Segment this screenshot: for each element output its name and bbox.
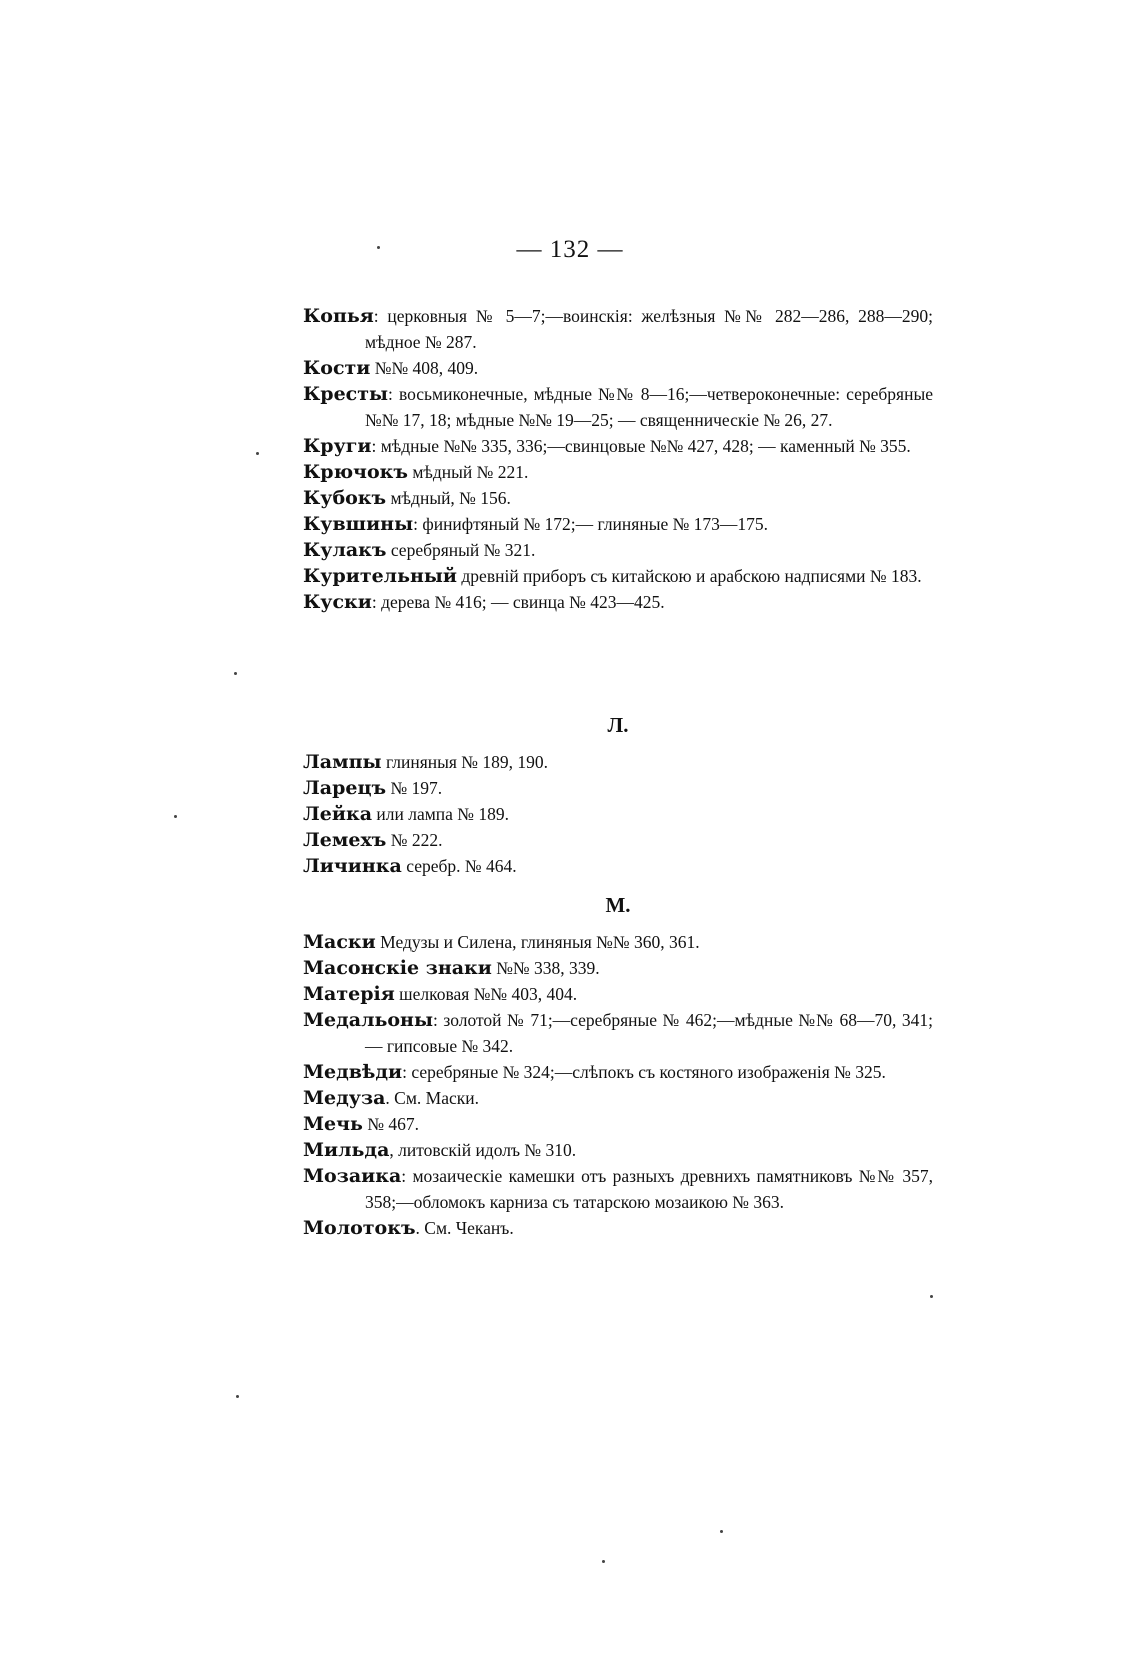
scan-speck <box>236 1395 239 1398</box>
entry-headword: Медвѣди <box>303 1061 403 1083</box>
entry-headword: Крючокъ <box>303 461 408 483</box>
section-letter-heading: Л. <box>607 713 629 737</box>
entry-text: древній приборъ съ китайскою и арабскою надписями № 183. <box>457 566 922 586</box>
entry-text: Медузы и Силена, глиняныя №№ 360, 361. <box>375 932 700 952</box>
page-number: — 132 — <box>516 236 624 263</box>
index-entry <box>303 381 933 433</box>
entry-text: серебряный № 321. <box>386 540 536 560</box>
scan-speck <box>602 1560 605 1563</box>
entry-headword: Мечь <box>303 1113 363 1135</box>
entry-text: шелковая №№ 403, 404. <box>394 984 578 1004</box>
entry-text: , литовскій идолъ № 310. <box>389 1140 577 1160</box>
entry-headword: Курительный <box>303 565 458 587</box>
entry-headword: Лейка <box>303 803 373 825</box>
entry-headword: Кувшины <box>303 513 414 535</box>
entry-text: : серебряные № 324;—слѣпокъ съ костяного изображенія № 325. <box>402 1062 886 1082</box>
index-entry <box>303 303 933 355</box>
entry-text: серебр. № 464. <box>401 856 517 876</box>
scan-speck <box>720 1530 723 1533</box>
index-entry <box>303 1111 933 1137</box>
entry-text: : дерева № 416; — свинца № 423—425. <box>371 592 665 612</box>
entry-headword: Копья <box>303 305 374 327</box>
entry-headword: Молотокъ <box>303 1217 416 1239</box>
entry-text: . См. Чеканъ. <box>415 1218 514 1238</box>
section-letter-heading: М. <box>605 893 631 917</box>
entry-headword: Масонскіе знаки <box>303 957 492 979</box>
entry-text: : восьмиконечные, мѣдные №№ 8—16;—четвероконечные: серебряные №№ 17, 18; мѣдные №№ 19—25; — священническіе № 26, 27. <box>365 384 933 430</box>
entry-list <box>303 303 933 615</box>
entry-headword: Матерія <box>303 983 395 1005</box>
entry-text: : золотой № 71;—серебряные № 462;—мѣдные №№ 68—70, 341; — гипсовые № 342. <box>365 1010 933 1056</box>
entry-headword: Ларецъ <box>303 777 387 799</box>
entry-text: глиняныя № 189, 190. <box>381 752 548 772</box>
entry-headword: Кости <box>303 357 371 379</box>
index-entry <box>303 1215 933 1241</box>
index-entry <box>303 775 933 801</box>
entry-headword: Медальоны <box>303 1009 434 1031</box>
index-entry <box>303 563 933 589</box>
scan-speck <box>256 452 259 455</box>
index-entry <box>303 801 933 827</box>
index-entry <box>303 511 933 537</box>
entry-headword: Мозаика <box>303 1165 402 1187</box>
index-entry <box>303 749 933 775</box>
entry-headword: Лемехъ <box>303 829 387 851</box>
scan-speck <box>234 672 237 675</box>
index-entry <box>303 355 933 381</box>
index-entry <box>303 1059 933 1085</box>
index-entry <box>303 459 933 485</box>
entry-text: № 222. <box>386 830 443 850</box>
scan-speck <box>377 246 380 249</box>
index-entry <box>303 955 933 981</box>
entry-text: №№ 338, 339. <box>491 958 600 978</box>
entry-headword: Лампы <box>303 751 382 773</box>
entry-headword: Маски <box>303 931 376 953</box>
index-entry <box>303 827 933 853</box>
index-entry <box>303 485 933 511</box>
entry-text: : мозаическіе камешки отъ разныхъ древнихъ памятниковъ №№ 357, 358;—обломокъ карниза съ татарскою мозаикою № 363. <box>365 1166 933 1212</box>
entry-text: № 467. <box>362 1114 420 1134</box>
entry-text: №№ 408, 409. <box>370 358 479 378</box>
entry-headword: Медуза <box>303 1087 386 1109</box>
entry-text: мѣдный, № 156. <box>386 488 511 508</box>
index-entry <box>303 537 933 563</box>
index-entry <box>303 1163 933 1215</box>
entry-text: или лампа № 189. <box>372 804 510 824</box>
entry-headword: Кресты <box>303 383 389 405</box>
entry-text: : церковныя № 5—7;—воинскія: желѣзныя №№ 282—286, 288—290; мѣдное № 287. <box>365 306 933 352</box>
entry-headword: Кубокъ <box>303 487 387 509</box>
scan-speck <box>930 1295 933 1298</box>
index-entry <box>303 1007 933 1059</box>
index-entry <box>303 589 933 615</box>
entry-list <box>303 929 933 1241</box>
entry-text: : финифтяный № 172;— глиняные № 173—175. <box>413 514 769 534</box>
index-entry <box>303 929 933 955</box>
entry-text: . См. Маски. <box>385 1088 479 1108</box>
entry-headword: Кулакъ <box>303 539 387 561</box>
entry-headword: Круги <box>303 435 372 457</box>
index-entry <box>303 853 933 879</box>
entry-text: : мѣдные №№ 335, 336;—свинцовые №№ 427, 428; — каменный № 355. <box>371 436 911 456</box>
scan-speck <box>174 815 177 818</box>
index-entry <box>303 981 933 1007</box>
entry-headword: Куски <box>303 591 372 613</box>
index-entry <box>303 433 933 459</box>
entry-text: № 197. <box>386 778 443 798</box>
entry-headword: Личинка <box>303 855 402 877</box>
entry-headword: Мильда <box>303 1139 390 1161</box>
index-entry <box>303 1137 933 1163</box>
entry-text: мѣдный № 221. <box>407 462 529 482</box>
entry-list <box>303 749 933 879</box>
index-entry <box>303 1085 933 1111</box>
